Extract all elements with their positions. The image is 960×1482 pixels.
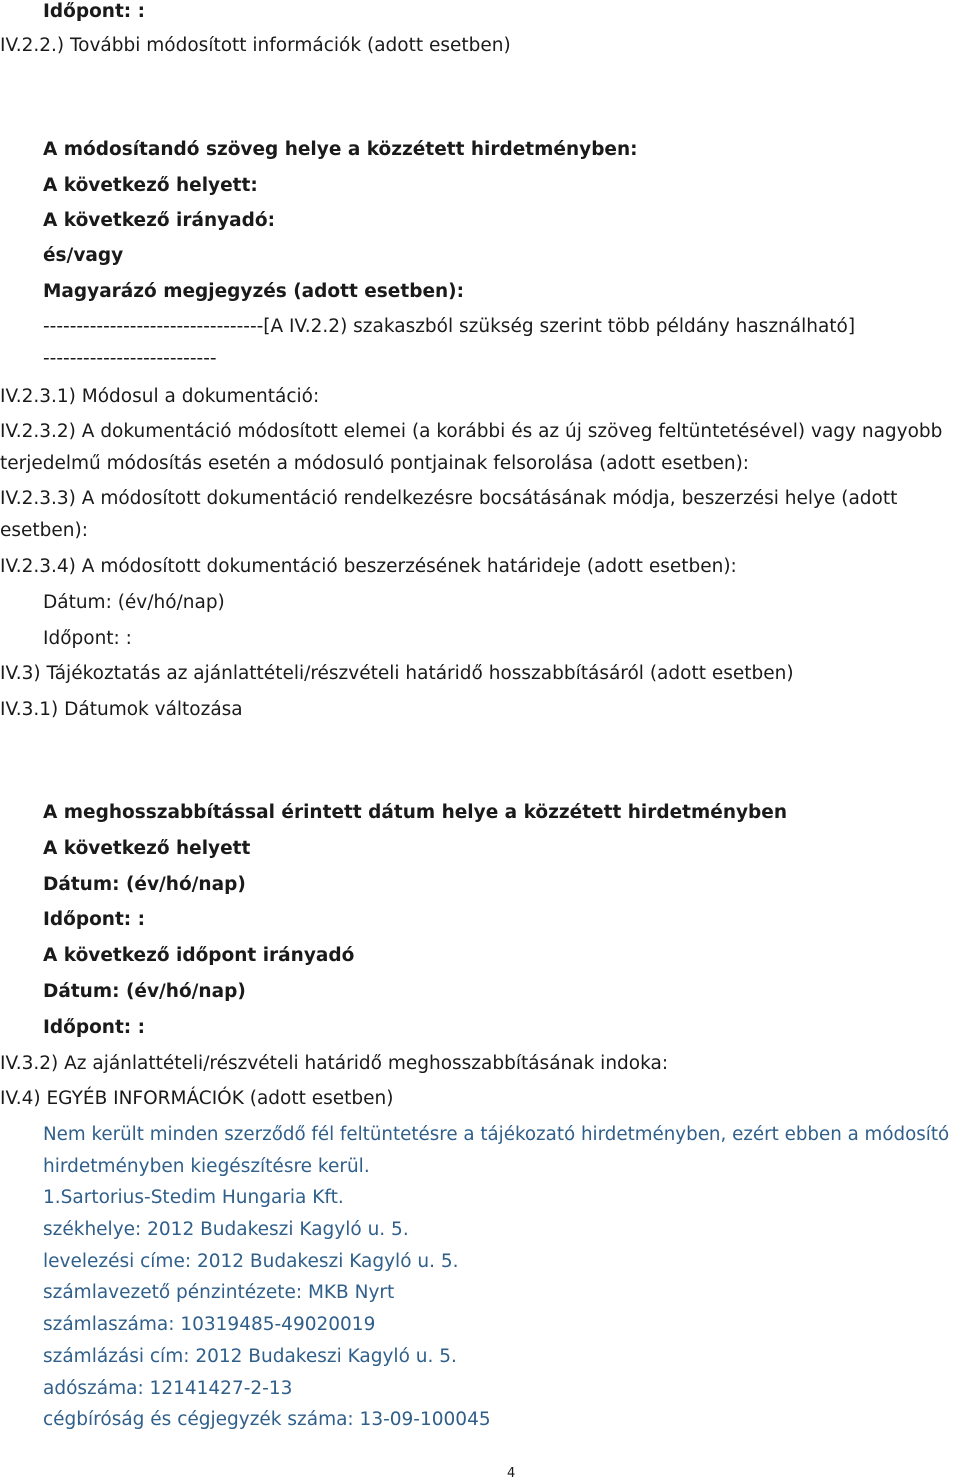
section-iv-2-3-3-line1: IV.2.3.3) A módosított dokumentáció rendelkezésre bocsátásának módja, beszerzési helye (adott [0, 488, 898, 509]
info-line: 1.Sartorius-Stedim Hungaria Kft. [43, 1187, 344, 1208]
page-number: 4 [507, 1466, 516, 1481]
info-line: adószáma: 12141427-2-13 [43, 1378, 293, 1399]
section-iv-2-3-2-line2: terjedelmű módosítás esetén a módosuló pontjainak felsorolása (adott esetben): [0, 453, 750, 474]
section-iv-3-2: IV.3.2) Az ajánlattételi/részvételi határidő meghosszabbításának indoka: [0, 1053, 669, 1074]
info-line: számlavezető pénzintézete: MKB Nyrt [43, 1282, 395, 1303]
separator-line-1: ---------------------------------[A IV.2.2) szakaszból szükség szerint több példány használható] [43, 316, 856, 337]
info-line: cégbíróság és cégjegyzék száma: 13-09-100045 [43, 1409, 491, 1430]
info-line: hirdetményben kiegészítésre kerül. [43, 1156, 370, 1177]
section-iv-2-3-4: IV.2.3.4) A módosított dokumentáció beszerzésének határideje (adott esetben): [0, 556, 737, 577]
info-line: levelezési címe: 2012 Budakeszi Kagyló u. 5. [43, 1251, 459, 1272]
section-iv-2-3-2-line1: IV.2.3.2) A dokumentáció módosított elemei (a korábbi és az új szöveg feltüntetésével) vagy nagyobb [0, 421, 943, 442]
date-label-2: Dátum: (év/hó/nap) [43, 874, 246, 895]
info-line: számlaszáma: 10319485-49020019 [43, 1314, 376, 1335]
instead-of-label: A következő helyett: [43, 175, 258, 196]
extension-date-location-label: A meghosszabbítással érintett dátum helye a közzétett hirdetményben [43, 802, 788, 823]
explanatory-note-label: Magyarázó megjegyzés (adott esetben): [43, 281, 465, 302]
section-iv-3-1-heading: IV.3.1) Dátumok változása [0, 699, 243, 720]
and-or-label: és/vagy [43, 245, 124, 266]
section-iv-2-3-3-line2: esetben): [0, 520, 88, 541]
date-label-1: Dátum: (év/hó/nap) [43, 592, 225, 613]
section-iv-2-2-heading: IV.2.2.) További módosított információk (adott esetben) [0, 35, 511, 56]
applicable-label: A következő irányadó: [43, 210, 276, 231]
modified-text-location-label: A módosítandó szöveg helye a közzétett hirdetményben: [43, 139, 638, 160]
section-iv-2-3-1: IV.2.3.1) Módosul a dokumentáció: [0, 386, 320, 407]
section-iv-4-heading: IV.4) EGYÉB INFORMÁCIÓK (adott esetben) [0, 1088, 394, 1109]
separator-line-2: -------------------------- [43, 348, 217, 369]
time-label-top: Időpont: : [43, 1, 146, 22]
info-line: székhelye: 2012 Budakeszi Kagyló u. 5. [43, 1219, 409, 1240]
applicable-time-label: A következő időpont irányadó [43, 945, 355, 966]
info-line: számlázási cím: 2012 Budakeszi Kagyló u. 5. [43, 1346, 457, 1367]
date-label-3: Dátum: (év/hó/nap) [43, 981, 246, 1002]
time-label-1: Időpont: : [43, 628, 132, 649]
time-label-2: Időpont: : [43, 909, 146, 930]
info-line: Nem került minden szerződő fél feltüntetésre a tájékozató hirdetményben, ezért ebben a módosító [43, 1124, 950, 1145]
time-label-3: Időpont: : [43, 1017, 146, 1038]
instead-of-label-2: A következő helyett [43, 838, 251, 859]
section-iv-3-heading: IV.3) Tájékoztatás az ajánlattételi/részvételi határidő hosszabbításáról (adott esetben) [0, 663, 794, 684]
